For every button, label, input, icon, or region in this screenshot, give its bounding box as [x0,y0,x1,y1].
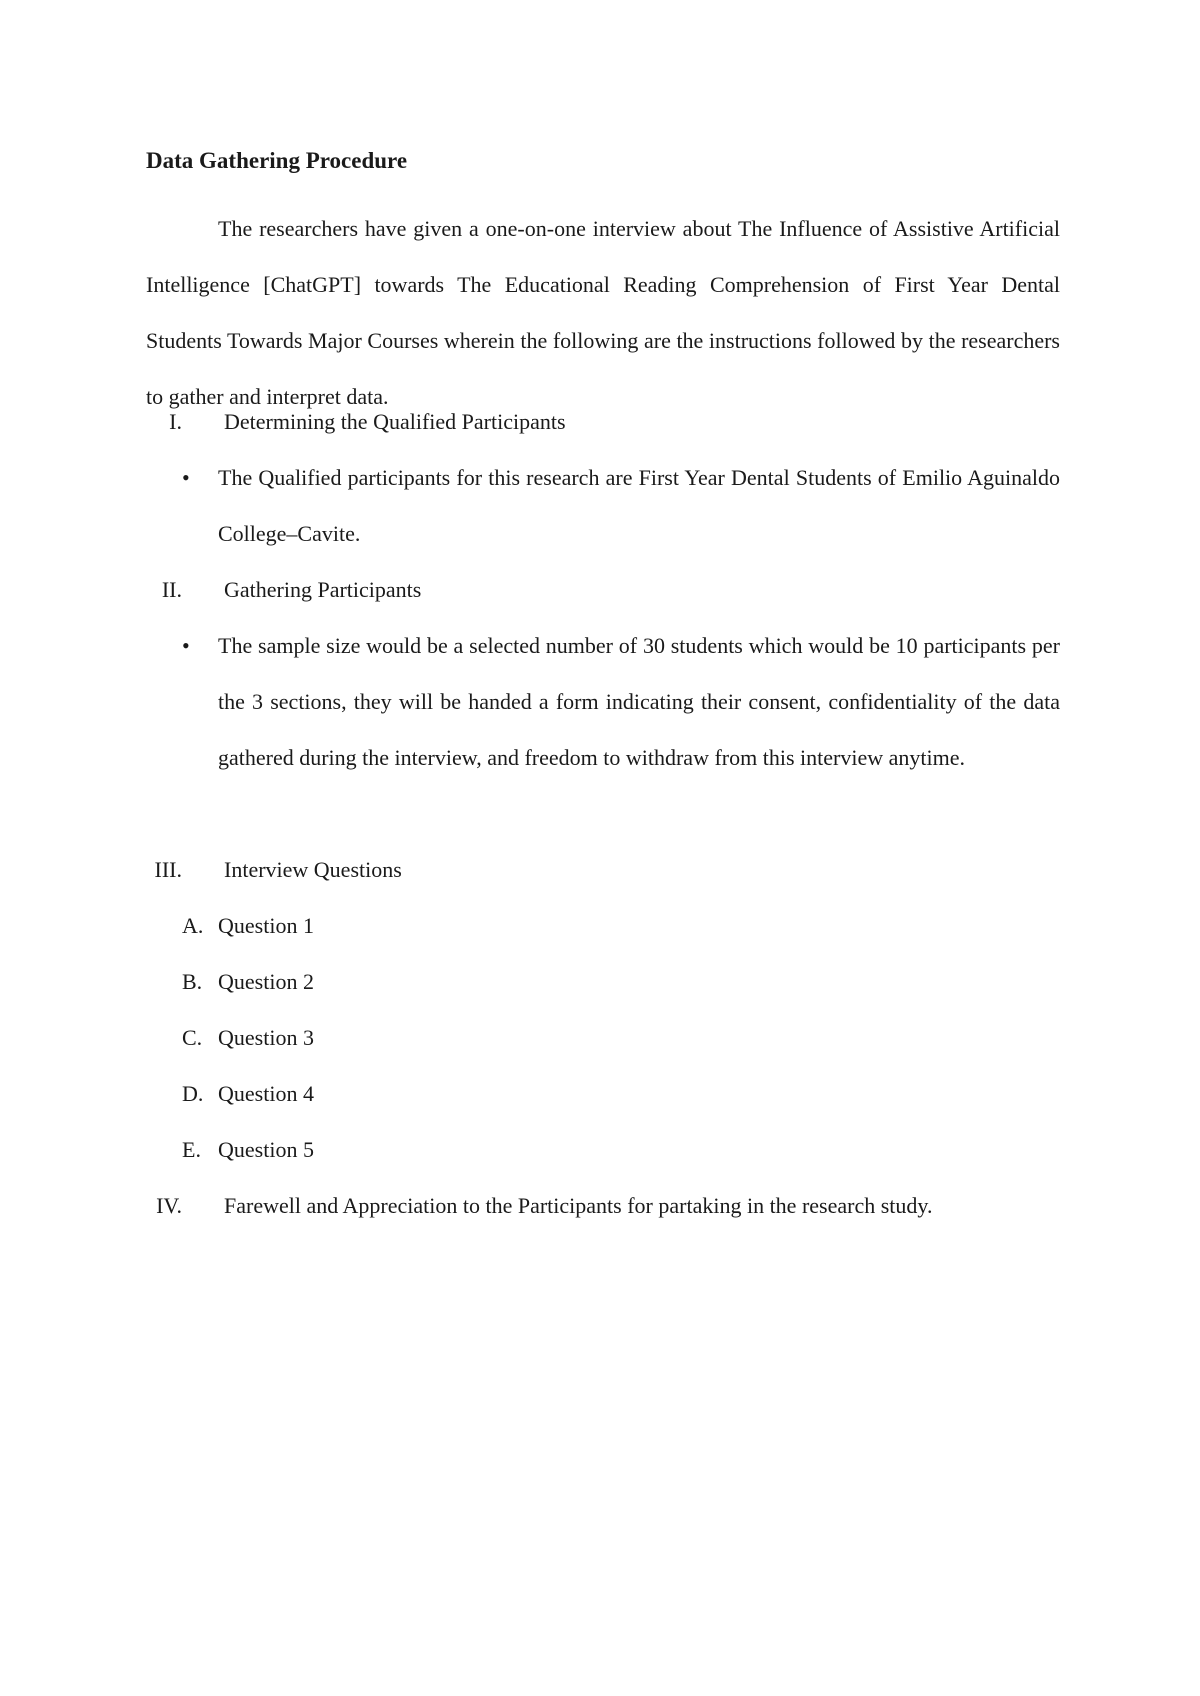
question-letter: B. [182,969,203,994]
section-number: III. [154,857,182,882]
bullet-text: The sample size would be a selected number of 30 students which would be 10 participants per the 3 sections, they will be handed a form indicating their consent, confidentiality of the data gathered during the interview, and freedom to withdraw from this interview anytime. [218,633,1060,770]
question-text: Question 2 [218,969,314,994]
section-item-farewell [146,1178,1060,1234]
question-text: Question 5 [218,1137,314,1162]
section-item-gathering-participants [146,562,1060,618]
section-item-interview-questions [146,842,1060,898]
question-text: Question 4 [218,1081,314,1106]
question-letter: C. [182,1025,203,1050]
bullet-text: The Qualified participants for this research are First Year Dental Students of Emilio Aguinaldo College–Cavite. [218,465,1060,546]
question-text: Question 3 [218,1025,314,1050]
question-letter: E. [182,1137,201,1162]
bullet-item-qualified [146,450,1060,562]
question-item [146,1010,1060,1066]
question-item [146,1122,1060,1178]
question-item [146,1066,1060,1122]
section-title: Determining the Qualified Participants [224,409,566,434]
section-title: Gathering Participants [224,577,422,602]
question-item [146,898,1060,954]
section-number: I. [169,409,182,434]
bullet-item-sample-size [146,618,1060,786]
section-title: Farewell and Appreciation to the Participants for partaking in the research study. [224,1193,933,1218]
bullet-icon: • [182,633,190,658]
question-item [146,954,1060,1010]
question-letter: A. [182,913,204,938]
section-item-qualified-participants [146,394,1060,450]
section-number: IV. [156,1193,182,1218]
question-text: Question 1 [218,913,314,938]
section-heading: Data Gathering Procedure [146,148,408,173]
question-letter: D. [182,1081,204,1106]
section-number: II. [161,577,182,602]
section-title: Interview Questions [224,857,402,882]
bullet-icon: • [182,465,190,490]
intro-paragraph: The researchers have given a one-on-one interview about The Influence of Assistive Artificial Intelligence [ChatGPT] towards The Educational Reading Comprehension of First Year Dental Students Towards Major Courses wherein the following are the instructions followed by the researchers to gather and interpret data. [146,216,1060,409]
